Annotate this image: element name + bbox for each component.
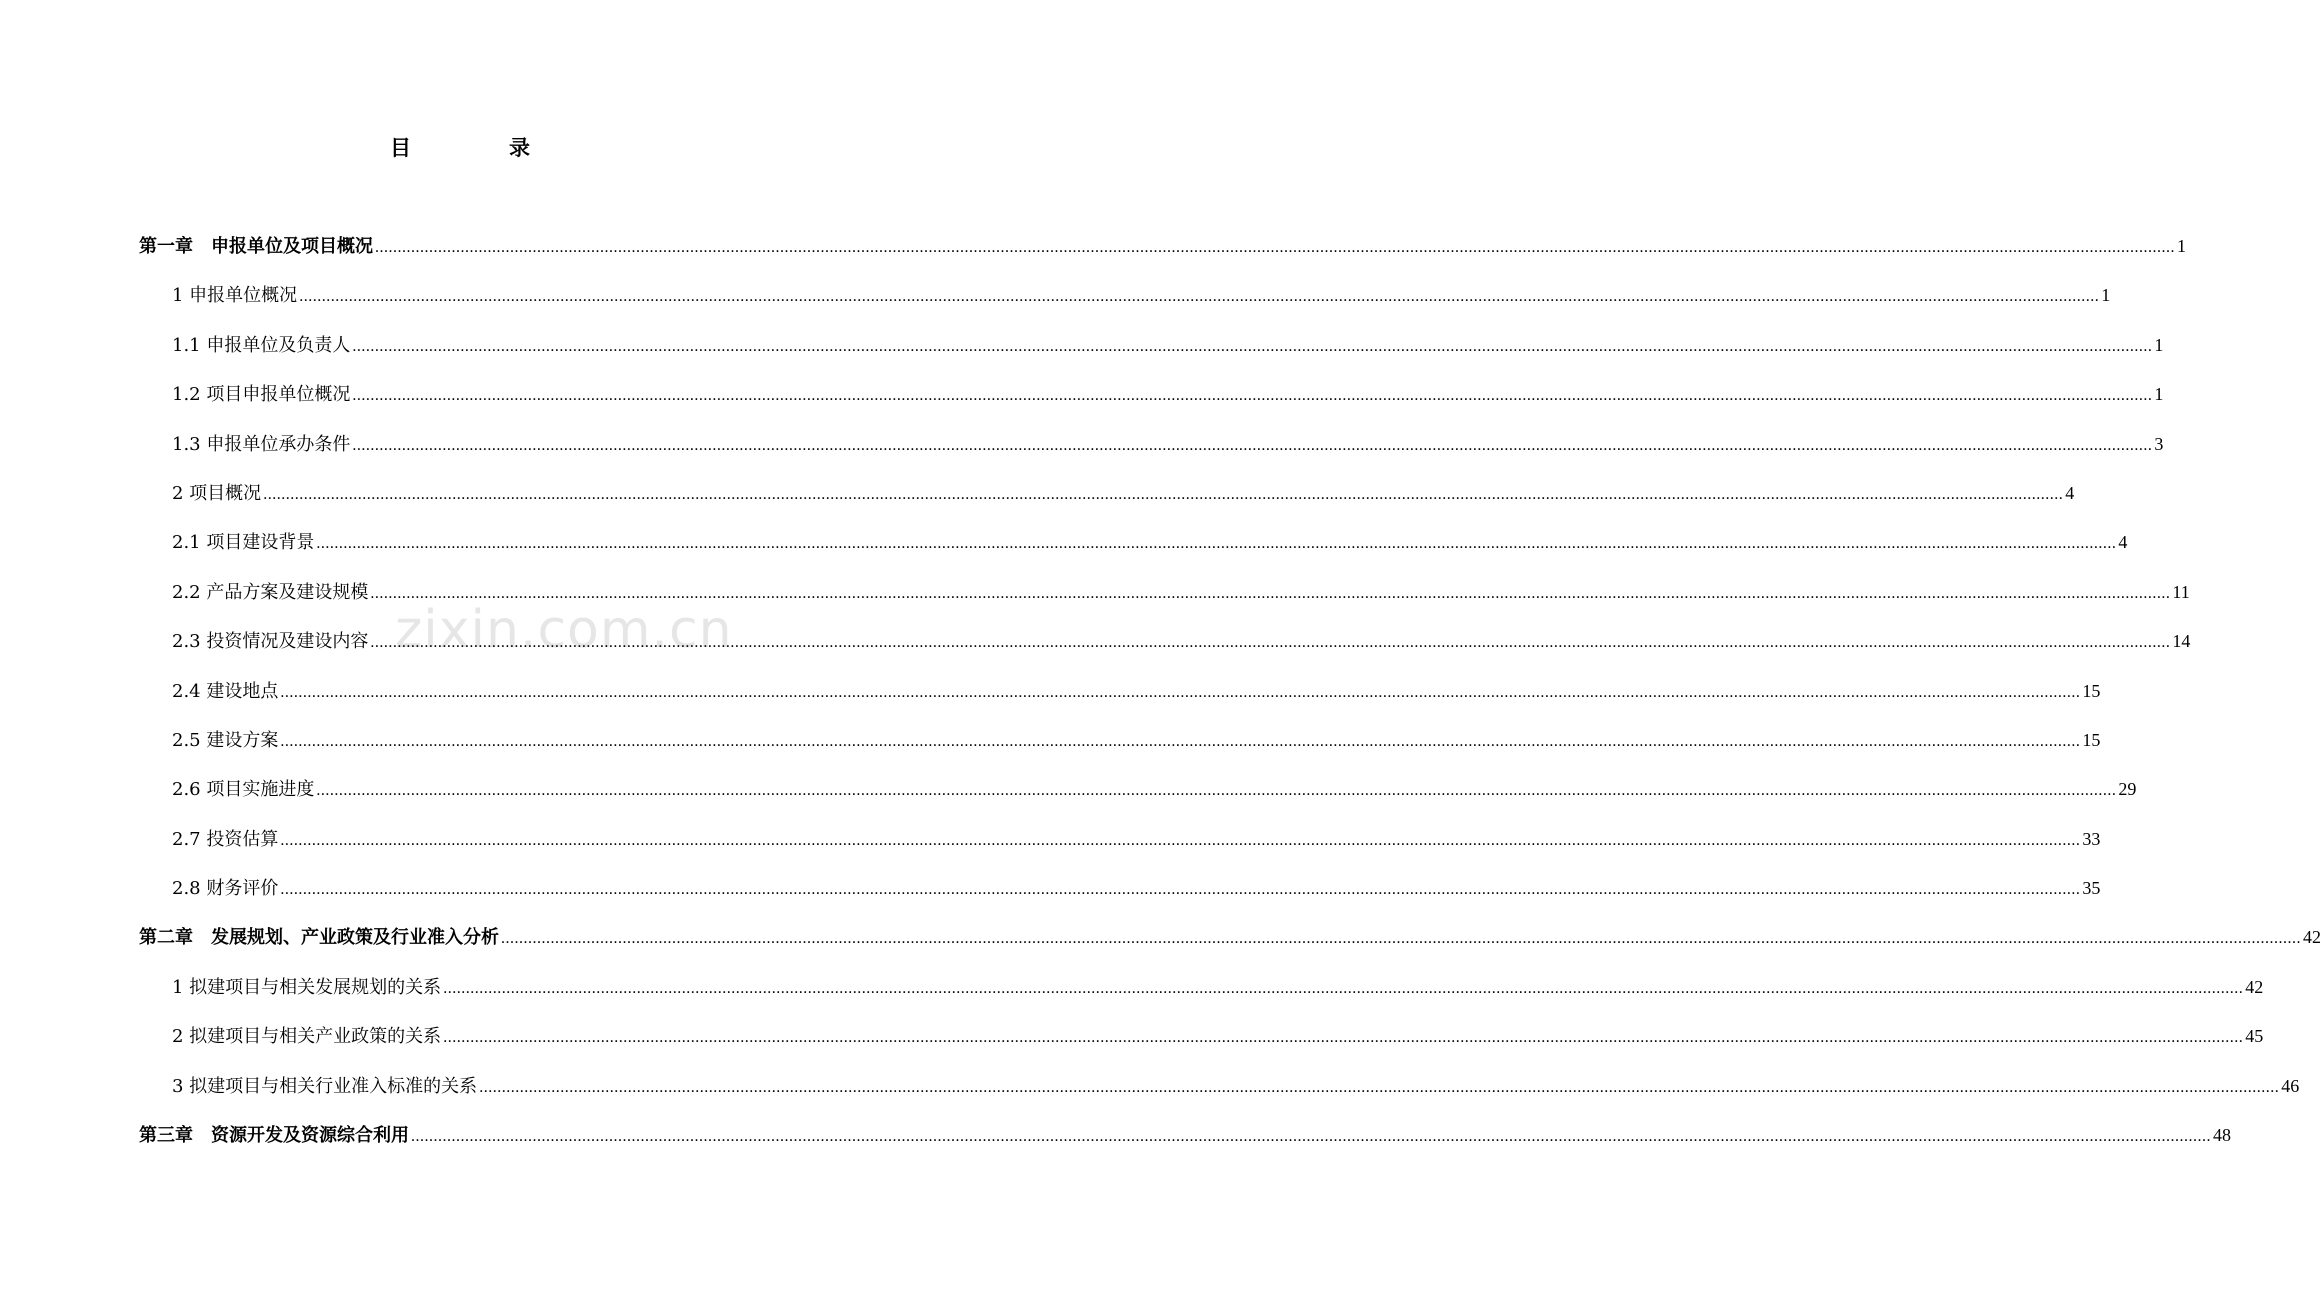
toc-entry[interactable] (139, 864, 2101, 913)
dot-leader: ................................................................................................................................................................................................................................................................................................................................................................................................................ (316, 535, 2117, 553)
dot-leader: ................................................................................................................................................................................................................................................................................................................................................................................................................ (479, 1078, 2280, 1096)
toc-entry-title: 1.2 项目申报单位概况 (172, 384, 351, 406)
dot-leader: ................................................................................................................................................................................................................................................................................................................................................................................................................ (299, 288, 2100, 306)
dot-leader: ................................................................................................................................................................................................................................................................................................................................................................................................................ (352, 337, 2153, 355)
toc-entry[interactable] (139, 469, 2075, 518)
toc-entry[interactable] (139, 568, 2190, 617)
dot-leader: ................................................................................................................................................................................................................................................................................................................................................................................................................ (411, 1128, 2211, 1146)
toc-page-number: 45 (2245, 1026, 2264, 1047)
dot-leader: ................................................................................................................................................................................................................................................................................................................................................................................................................ (443, 1029, 2244, 1047)
toc-page-number: 1 (2154, 334, 2164, 355)
toc-page-number: 46 (2281, 1075, 2300, 1096)
toc-entry-title: 2.2 产品方案及建设规模 (172, 581, 369, 603)
toc-page-number: 35 (2082, 878, 2101, 899)
toc-page-number: 11 (2172, 581, 2190, 602)
toc-entry[interactable] (139, 1012, 2264, 1061)
watermark: zixin.com.cn (395, 600, 733, 660)
toc-chapter-entry[interactable] (139, 913, 2321, 962)
toc-entry[interactable] (139, 420, 2164, 469)
toc-page-number: 15 (2082, 680, 2101, 701)
table-of-contents (139, 222, 2321, 1160)
toc-page-number: 42 (2245, 976, 2264, 997)
toc-entry-title: 1 拟建项目与相关发展规划的关系 (172, 976, 442, 998)
toc-entry-title: 2.6 项目实施进度 (172, 779, 315, 801)
title-char-2: 录 (509, 136, 530, 160)
toc-entry-title: 2 拟建项目与相关产业政策的关系 (172, 1026, 442, 1048)
toc-entry-title: 第二章 发展规划、产业政策及行业准入分析 (139, 927, 499, 949)
toc-entry[interactable] (139, 1062, 2300, 1111)
toc-entry-title: 2.3 投资情况及建设内容 (172, 631, 369, 653)
toc-entry-title: 2.8 财务评价 (172, 878, 279, 900)
dot-leader: ................................................................................................................................................................................................................................................................................................................................................................................................................ (280, 732, 2081, 750)
toc-entry[interactable] (139, 815, 2101, 864)
toc-entry-title: 第一章 申报单位及项目概况 (139, 236, 373, 257)
dot-leader: ................................................................................................................................................................................................................................................................................................................................................................................................................ (443, 979, 2244, 997)
toc-page-number: 42 (2303, 927, 2321, 948)
toc-chapter-entry[interactable] (139, 222, 2186, 271)
dot-leader: ................................................................................................................................................................................................................................................................................................................................................................................................................ (352, 436, 2153, 454)
toc-entry-title: 1.1 申报单位及负责人 (172, 334, 351, 356)
toc-entry-title: 1 申报单位概况 (172, 285, 298, 307)
toc-entry-title: 1.3 申报单位承办条件 (172, 433, 351, 455)
toc-page-number: 48 (2213, 1125, 2231, 1146)
toc-entry-title: 2.1 项目建设背景 (172, 532, 315, 554)
dot-leader: ................................................................................................................................................................................................................................................................................................................................................................................................................ (280, 831, 2081, 849)
dot-leader: ................................................................................................................................................................................................................................................................................................................................................................................................................ (352, 387, 2153, 405)
toc-entry-title: 2 项目概况 (172, 482, 262, 504)
toc-entry[interactable] (139, 716, 2101, 765)
dot-leader: ................................................................................................................................................................................................................................................................................................................................................................................................................ (375, 239, 2175, 256)
toc-entry[interactable] (139, 321, 2164, 370)
page-title (0, 132, 920, 162)
toc-entry[interactable] (139, 518, 2128, 567)
dot-leader: ................................................................................................................................................................................................................................................................................................................................................................................................................ (370, 634, 2171, 652)
toc-page-number: 3 (2154, 433, 2164, 454)
dot-leader: ................................................................................................................................................................................................................................................................................................................................................................................................................ (316, 782, 2117, 800)
dot-leader: ................................................................................................................................................................................................................................................................................................................................................................................................................ (280, 683, 2081, 701)
toc-entry[interactable] (139, 271, 2111, 320)
dot-leader: ................................................................................................................................................................................................................................................................................................................................................................................................................ (263, 485, 2064, 503)
toc-page-number: 1 (2154, 384, 2164, 405)
toc-entry[interactable] (139, 667, 2101, 716)
toc-page-number: 33 (2082, 828, 2101, 849)
dot-leader: ................................................................................................................................................................................................................................................................................................................................................................................................................ (501, 930, 2301, 948)
toc-page-number: 1 (2177, 236, 2186, 256)
toc-entry-title: 2.7 投资估算 (172, 828, 279, 850)
toc-entry[interactable] (139, 370, 2164, 419)
toc-entry-title: 第三章 资源开发及资源综合利用 (139, 1125, 409, 1147)
toc-entry-title: 2.4 建设地点 (172, 680, 279, 702)
toc-page-number: 4 (2118, 532, 2128, 553)
toc-entry[interactable] (139, 617, 2191, 666)
title-char-1: 目 (390, 136, 411, 160)
toc-entry-title: 3 拟建项目与相关行业准入标准的关系 (172, 1075, 478, 1097)
toc-entry[interactable] (139, 963, 2264, 1012)
toc-page-number: 1 (2101, 285, 2111, 306)
toc-page-number: 29 (2118, 779, 2137, 800)
toc-page-number: 14 (2172, 631, 2191, 652)
toc-page-number: 4 (2065, 482, 2075, 503)
toc-entry[interactable] (139, 765, 2137, 814)
dot-leader: ................................................................................................................................................................................................................................................................................................................................................................................................................ (370, 584, 2171, 602)
dot-leader: ................................................................................................................................................................................................................................................................................................................................................................................................................ (280, 881, 2081, 899)
toc-chapter-entry[interactable] (139, 1111, 2231, 1160)
toc-entry-title: 2.5 建设方案 (172, 729, 279, 751)
toc-page-number: 15 (2082, 729, 2101, 750)
